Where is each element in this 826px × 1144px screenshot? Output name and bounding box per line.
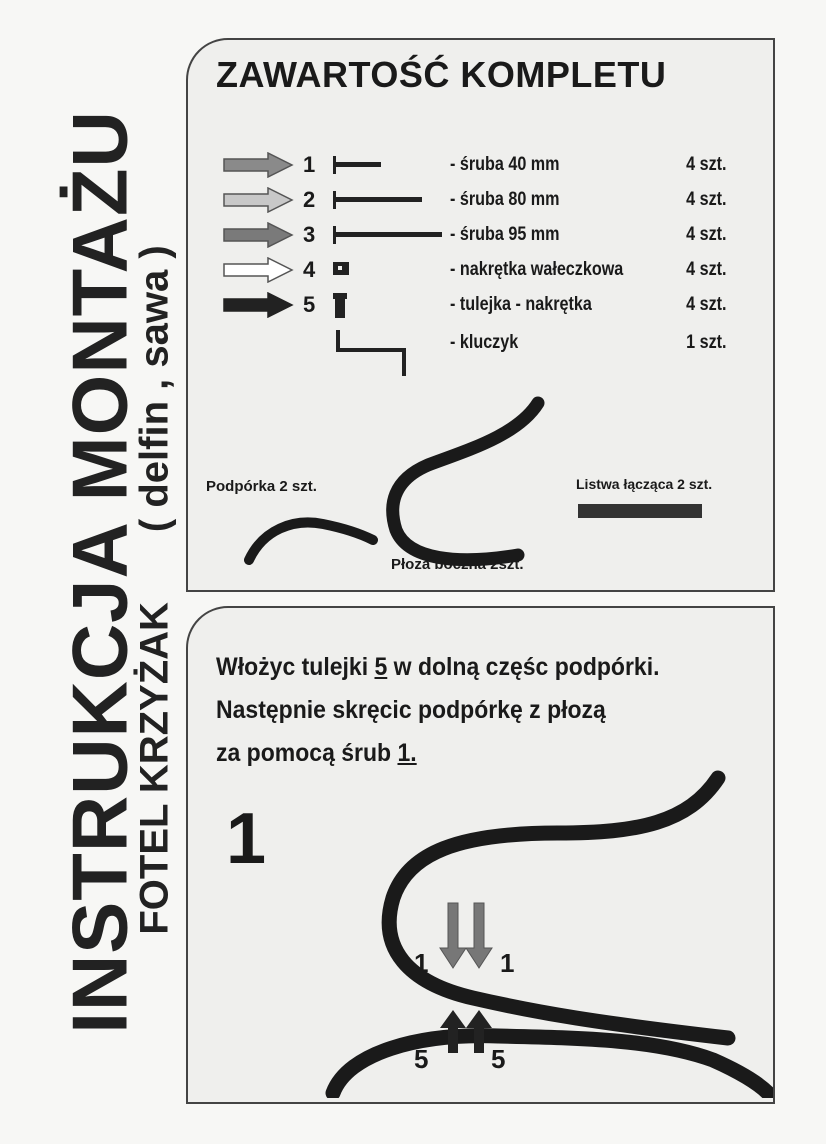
kit-item-qty: 4 szt. bbox=[686, 294, 727, 315]
runner-label: Płoza boczna 2szt. bbox=[391, 556, 524, 573]
sleeve-nut-icon bbox=[331, 290, 371, 324]
instr-text: w dolną częśc podpórki. bbox=[387, 653, 660, 681]
product-models: ( delfin , sawa ) bbox=[132, 245, 177, 533]
kit-item-qty: 4 szt. bbox=[686, 224, 727, 245]
allen-key-icon bbox=[333, 328, 413, 380]
kit-item-qty: 4 szt. bbox=[686, 154, 727, 175]
kit-item bbox=[188, 255, 773, 289]
instr-text: Włożyc tulejki bbox=[216, 653, 375, 681]
kit-item-name: - kluczyk bbox=[450, 332, 519, 353]
callout-sleeve-left: 5 bbox=[414, 1044, 429, 1074]
kit-contents-panel bbox=[186, 38, 775, 592]
kit-item-qty: 1 szt. bbox=[686, 332, 727, 353]
kit-item-qty: 4 szt. bbox=[686, 259, 727, 280]
sidebar bbox=[0, 0, 180, 1144]
kit-item bbox=[188, 290, 773, 324]
kit-item-number: 5 bbox=[303, 292, 316, 317]
kit-item-name: - tulejka - nakrętka bbox=[450, 294, 592, 315]
kit-item-number: 3 bbox=[303, 222, 316, 247]
kit-item-qty: 4 szt. bbox=[686, 189, 727, 210]
kit-item bbox=[188, 150, 773, 184]
callout-screw-left: 1 bbox=[414, 948, 429, 978]
bolt-95-icon bbox=[331, 220, 451, 250]
screw-arrows-down bbox=[440, 903, 492, 968]
kit-item-name: - śruba 80 mm bbox=[450, 189, 560, 210]
barrel-nut-icon bbox=[331, 255, 371, 285]
step-number: 1 bbox=[226, 799, 267, 879]
white-arrow-icon bbox=[222, 257, 294, 283]
instr-text: Następnie skręcic podpórkę z płozą bbox=[216, 696, 606, 724]
step-1-instructions bbox=[216, 646, 659, 775]
support-label: Podpórka 2 szt. bbox=[206, 478, 317, 495]
black-arrow-icon bbox=[222, 292, 294, 318]
kit-item bbox=[188, 328, 773, 362]
gray-arrow-icon bbox=[222, 152, 294, 178]
instr-text: za pomocą śrub bbox=[216, 739, 398, 767]
callout-sleeve-right: 5 bbox=[491, 1044, 506, 1074]
connector-bar-illustration bbox=[578, 504, 702, 518]
kit-item-name: - śruba 40 mm bbox=[450, 154, 560, 175]
bolt-40-icon bbox=[331, 150, 441, 180]
instr-ref-1: 1. bbox=[397, 739, 417, 767]
kit-item-name: - śruba 95 mm bbox=[450, 224, 560, 245]
kit-item-number: 2 bbox=[303, 187, 316, 212]
bolt-80-icon bbox=[331, 185, 441, 215]
gray-arrow-icon bbox=[222, 222, 294, 248]
kit-item bbox=[188, 220, 773, 254]
kit-item-number: 1 bbox=[303, 152, 316, 177]
kit-item bbox=[188, 185, 773, 219]
assembly-illustration bbox=[308, 768, 773, 1098]
connector-label: Listwa łącząca 2 szt. bbox=[576, 476, 713, 492]
document-title: INSTRUKCJA MONTAŻU bbox=[55, 110, 144, 1034]
side-runner-illustration bbox=[378, 395, 558, 575]
support-illustration bbox=[243, 500, 383, 570]
product-name: FOTEL KRZYŻAK bbox=[132, 602, 177, 935]
kit-title: ZAWARTOŚĆ KOMPLETU bbox=[216, 54, 667, 95]
light-gray-arrow-icon bbox=[222, 187, 294, 213]
kit-item-name: - nakrętka wałeczkowa bbox=[450, 259, 624, 280]
step-1-panel bbox=[186, 606, 775, 1104]
instr-ref-5: 5 bbox=[374, 653, 388, 681]
kit-item-number: 4 bbox=[303, 257, 316, 282]
callout-screw-right: 1 bbox=[500, 948, 515, 978]
product-subtitle bbox=[133, 245, 178, 934]
